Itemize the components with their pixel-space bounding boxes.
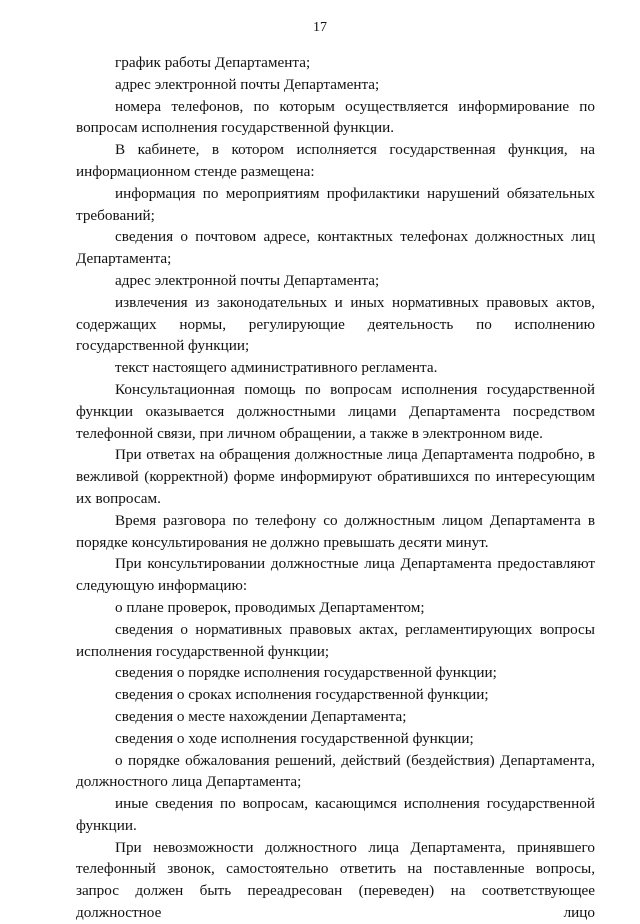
page-number: 17 (313, 20, 327, 35)
paragraph: текст настоящего административного регламента. (115, 359, 438, 377)
paragraph: Время разговора по телефону со должностным лицом Департамента в порядке консультирования не должно превышать десяти минут. (76, 511, 595, 551)
paragraph: При консультировании должностные лица Департамента предоставляют следующую информацию: (76, 555, 595, 595)
paragraph: о плане проверок, проводимых Департаментом; (115, 598, 425, 616)
paragraph: сведения о сроках исполнения государственной функции; (115, 686, 489, 704)
paragraph: номера телефонов, по которым осуществляется информирование по вопросам исполнения государственной функции. (76, 97, 595, 137)
paragraph: сведения о ходе исполнения государственной функции; (115, 729, 474, 747)
paragraph: сведения о нормативных правовых актах, регламентирующих вопросы исполнения государственной функции; (76, 620, 595, 660)
paragraph: При ответах на обращения должностные лица Департамента подробно, в вежливой (корректной) форме информируют обратившихся по интересующим их вопросам. (76, 446, 595, 507)
paragraph: адрес электронной почты Департамента; (115, 75, 380, 93)
paragraph: извлечения из законодательных и иных нормативных правовых актов, содержащих нормы, регулирующие деятельность по исполнению государственной функции; (76, 293, 595, 355)
document-body (76, 52, 595, 924)
paragraph: сведения о порядке исполнения государственной функции; (115, 664, 497, 682)
paragraph: адрес электронной почты Департамента; (115, 271, 380, 289)
paragraph: В кабинете, в котором исполняется государственная функция, на информационном стенде размещена: (76, 141, 595, 180)
paragraph: информация по мероприятиям профилактики нарушений обязательных требований; (76, 184, 595, 224)
paragraph: сведения о месте нахождении Департамента; (115, 707, 407, 725)
paragraph: сведения о почтовом адресе, контактных телефонах должностных лиц Департамента; (76, 228, 595, 268)
paragraph: о порядке обжалования решений, действий (бездействия) Департамента, должностного лица Департамента; (76, 751, 595, 791)
paragraph: При невозможности должностного лица Департамента, принявшего телефонный звонок, самостоятельно ответить на поставленные вопросы, запрос должен быть переадресован (переведен) на соответствующее должностное лицо (76, 838, 595, 922)
paragraph: Консультационная помощь по вопросам исполнения государственной функции оказывается должностными лицами Департамента посредством телефонной связи, при личном обращении, а также в электронном виде. (76, 380, 595, 442)
paragraph: график работы Департамента; (115, 54, 311, 71)
paragraph: иные сведения по вопросам, касающимся исполнения государственной функции. (76, 795, 595, 834)
